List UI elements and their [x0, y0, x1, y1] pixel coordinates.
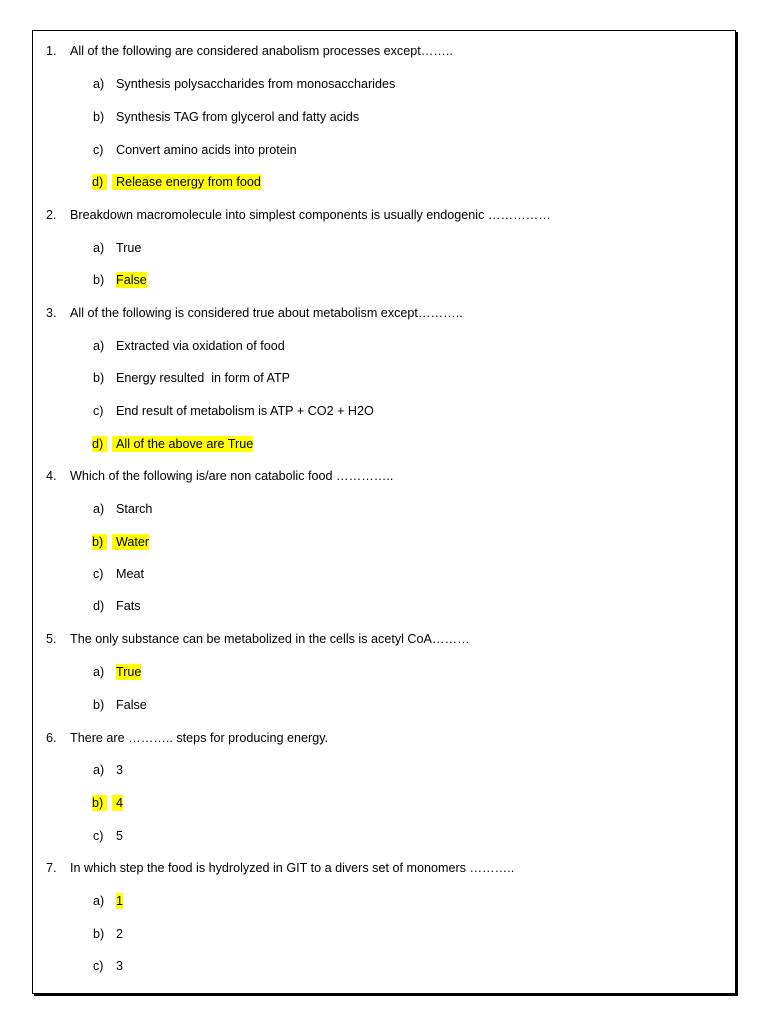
- option-text: 3: [116, 763, 124, 777]
- question-number: 3.: [46, 306, 57, 320]
- question-text: The only substance can be metabolized in the cells is acetyl CoA………: [70, 632, 470, 646]
- question-number: 1.: [46, 44, 57, 58]
- option-text: Synthesis polysaccharides from monosaccharides: [116, 77, 396, 91]
- option-text: All of the above are True: [112, 436, 253, 452]
- question-number: 5.: [46, 632, 57, 646]
- question-number: 2.: [46, 208, 57, 222]
- option-text: Extracted via oxidation of food: [116, 339, 285, 353]
- option-letter: a): [93, 502, 105, 516]
- option-text: False: [116, 698, 147, 712]
- option-letter: d): [93, 599, 105, 613]
- option-text: Fats: [116, 599, 141, 613]
- question-number: 6.: [46, 731, 57, 745]
- option-letter: a): [93, 241, 105, 255]
- option-letter: a): [93, 763, 105, 777]
- option-letter: b): [93, 927, 105, 941]
- option-letter: a): [93, 894, 105, 908]
- option-letter: c): [93, 959, 104, 973]
- option-letter: b): [93, 110, 105, 124]
- option-letter: b): [93, 698, 105, 712]
- option-letter: c): [93, 829, 104, 843]
- option-letter: c): [93, 567, 104, 581]
- option-letter: a): [93, 339, 105, 353]
- question-number: 7.: [46, 861, 57, 875]
- option-text: Meat: [116, 567, 144, 581]
- option-text: 2: [116, 927, 124, 941]
- option-text: True: [116, 241, 142, 255]
- option-text: End result of metabolism is ATP + CO2 + H2O: [116, 404, 374, 418]
- option-text-highlighted: False: [116, 273, 147, 287]
- option-letter: a): [93, 665, 105, 679]
- option-letter: a): [93, 77, 105, 91]
- option-letter: b): [93, 371, 105, 385]
- option-text: 5: [116, 829, 124, 843]
- option-text: Water: [112, 534, 149, 550]
- option-letter: d): [92, 436, 107, 452]
- option-letter: b): [93, 273, 105, 287]
- option-letter: c): [93, 404, 104, 418]
- option-text: Energy resulted in form of ATP: [116, 371, 291, 385]
- question-number: 4.: [46, 469, 57, 483]
- question-text: All of the following are considered anabolism processes except……..: [70, 44, 453, 58]
- option-text-highlighted: 1: [116, 894, 124, 908]
- question-text: All of the following is considered true about metabolism except………..: [70, 306, 463, 320]
- option-text: Release energy from food: [112, 174, 261, 190]
- option-letter: b): [92, 795, 107, 811]
- option-text-highlighted: True: [116, 665, 142, 679]
- option-text: 4: [112, 795, 123, 811]
- option-letter: b): [92, 534, 107, 550]
- question-text: Which of the following is/are non catabolic food …………..: [70, 469, 394, 483]
- question-text: In which step the food is hydrolyzed in GIT to a divers set of monomers ………..: [70, 861, 515, 875]
- option-letter: d): [92, 174, 107, 190]
- option-letter: c): [93, 143, 104, 157]
- question-text: Breakdown macromolecule into simplest components is usually endogenic ……………: [70, 208, 551, 222]
- option-text: 3: [116, 959, 124, 973]
- option-text: Starch: [116, 502, 153, 516]
- option-text: Synthesis TAG from glycerol and fatty acids: [116, 110, 360, 124]
- option-text: Convert amino acids into protein: [116, 143, 297, 157]
- question-text: There are ……….. steps for producing energy.: [70, 731, 329, 745]
